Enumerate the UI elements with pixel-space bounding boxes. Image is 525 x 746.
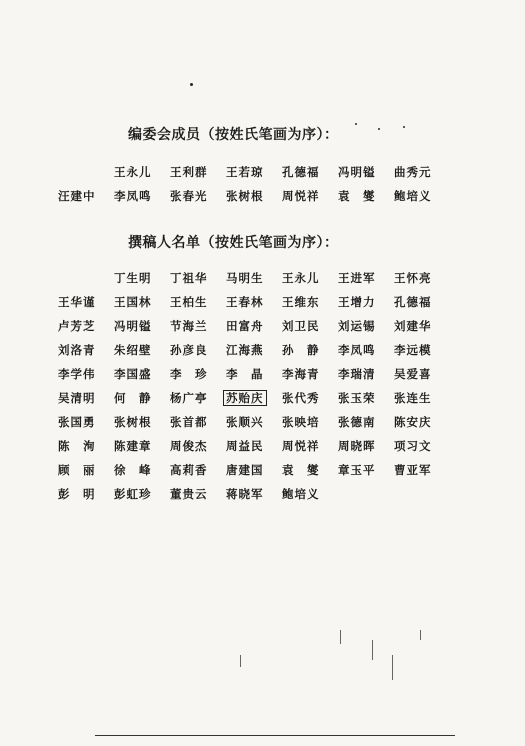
person-name: 张树根 xyxy=(226,189,264,203)
name-row xyxy=(58,482,450,506)
person-name: 何 静 xyxy=(114,391,152,405)
person-name: 王永儿 xyxy=(282,271,320,285)
scan-speck xyxy=(190,83,193,86)
person-name: 袁 燮 xyxy=(338,189,376,203)
person-name: 鲍培义 xyxy=(394,189,432,203)
person-name: 陈建章 xyxy=(114,439,152,453)
person-name: 朱绍壁 xyxy=(114,343,152,357)
person-name: 章玉平 xyxy=(338,463,376,477)
person-name: 刘洛青 xyxy=(58,343,96,357)
person-name: 张顺兴 xyxy=(226,415,264,429)
person-name: 王怀亮 xyxy=(394,271,432,285)
person-name: 周晓晖 xyxy=(338,439,376,453)
person-name: 彭 明 xyxy=(58,487,96,501)
boxed-person-name: 苏贻庆 xyxy=(223,390,267,406)
person-name: 汪建中 xyxy=(58,189,96,203)
scan-speck xyxy=(403,126,405,128)
person-name: 江海燕 xyxy=(226,343,264,357)
person-name: 冯明镒 xyxy=(338,165,376,179)
person-name: 张国勇 xyxy=(58,415,96,429)
person-name: 王若琼 xyxy=(226,165,264,179)
editorial-committee-list xyxy=(58,160,450,208)
person-name: 李远模 xyxy=(394,343,432,357)
person-name: 张玉荣 xyxy=(338,391,376,405)
person-name: 李瑞清 xyxy=(338,367,376,381)
person-name: 卢芳芝 xyxy=(58,319,96,333)
person-name: 李凤鸣 xyxy=(114,189,152,203)
person-name: 曹亚军 xyxy=(394,463,432,477)
person-name: 王柏生 xyxy=(170,295,208,309)
person-name: 孙彦良 xyxy=(170,343,208,357)
scan-mark xyxy=(372,640,373,660)
person-name: 王春林 xyxy=(226,295,264,309)
person-name: 袁 燮 xyxy=(282,463,320,477)
person-name: 张首都 xyxy=(170,415,208,429)
person-name: 张代秀 xyxy=(282,391,320,405)
person-name: 刘卫民 xyxy=(282,319,320,333)
writers-heading: 撰稿人名单（按姓氏笔画为序）： xyxy=(128,235,339,251)
person-name: 李 珍 xyxy=(170,367,208,381)
person-name: 王永儿 xyxy=(114,165,152,179)
person-name: 徐 峰 xyxy=(114,463,152,477)
person-name: 张树根 xyxy=(114,415,152,429)
person-name: 刘建华 xyxy=(394,319,432,333)
person-name: 节海兰 xyxy=(170,319,208,333)
person-name: 李凤鸣 xyxy=(338,343,376,357)
person-name: 张春光 xyxy=(170,189,208,203)
person-name: 唐建国 xyxy=(226,463,264,477)
person-name: 项习文 xyxy=(394,439,432,453)
person-name: 孔德福 xyxy=(394,295,432,309)
scan-mark xyxy=(340,630,341,644)
person-name: 田富舟 xyxy=(226,319,264,333)
person-name: 王进军 xyxy=(338,271,376,285)
name-row xyxy=(58,314,450,338)
scan-speck xyxy=(355,123,357,125)
page-bottom-edge xyxy=(95,735,455,736)
scan-speck xyxy=(378,128,380,130)
person-name: 高莉香 xyxy=(170,463,208,477)
person-name: 丁生明 xyxy=(114,271,152,285)
person-name: 冯明镒 xyxy=(114,319,152,333)
editorial-committee-heading: 编委会成员（按姓氏笔画为序）： xyxy=(128,127,339,143)
person-name: 王华谨 xyxy=(58,295,96,309)
person-name: 刘运锡 xyxy=(338,319,376,333)
name-row xyxy=(58,410,450,434)
person-name: 鲍培义 xyxy=(282,487,320,501)
person-name: 杨广亭 xyxy=(170,391,208,405)
writers-list xyxy=(58,266,450,506)
person-name xyxy=(226,390,282,406)
person-name: 陈安庆 xyxy=(394,415,432,429)
scan-mark xyxy=(240,655,241,667)
person-name: 周悦祥 xyxy=(282,439,320,453)
person-name: 曲秀元 xyxy=(394,165,432,179)
person-name: 张德南 xyxy=(338,415,376,429)
name-row xyxy=(58,160,450,184)
person-name: 王维东 xyxy=(282,295,320,309)
name-row xyxy=(58,338,450,362)
name-row xyxy=(58,290,450,314)
person-name: 吴清明 xyxy=(58,391,96,405)
person-name: 李学伟 xyxy=(58,367,96,381)
name-row xyxy=(58,266,450,290)
person-name: 顾 丽 xyxy=(58,463,96,477)
person-name: 王国林 xyxy=(114,295,152,309)
person-name: 彭虹珍 xyxy=(114,487,152,501)
name-row xyxy=(58,362,450,386)
person-name: 周悦祥 xyxy=(282,189,320,203)
person-name: 李海青 xyxy=(282,367,320,381)
scan-mark xyxy=(420,630,421,640)
person-name: 周益民 xyxy=(226,439,264,453)
person-name: 丁祖华 xyxy=(170,271,208,285)
person-name: 蒋晓军 xyxy=(226,487,264,501)
person-name: 张映培 xyxy=(282,415,320,429)
name-row xyxy=(58,184,450,208)
scan-mark xyxy=(392,655,393,680)
name-row xyxy=(58,386,450,410)
name-row xyxy=(58,434,450,458)
person-name: 王增力 xyxy=(338,295,376,309)
person-name: 李国盛 xyxy=(114,367,152,381)
person-name: 马明生 xyxy=(226,271,264,285)
person-name: 吴爱喜 xyxy=(394,367,432,381)
person-name: 李 晶 xyxy=(226,367,264,381)
person-name: 董贵云 xyxy=(170,487,208,501)
person-name: 周俊杰 xyxy=(170,439,208,453)
person-name: 王利群 xyxy=(170,165,208,179)
name-row xyxy=(58,458,450,482)
person-name: 孔德福 xyxy=(282,165,320,179)
person-name: 张连生 xyxy=(394,391,432,405)
person-name: 陈 洵 xyxy=(58,439,96,453)
person-name: 孙 静 xyxy=(282,343,320,357)
